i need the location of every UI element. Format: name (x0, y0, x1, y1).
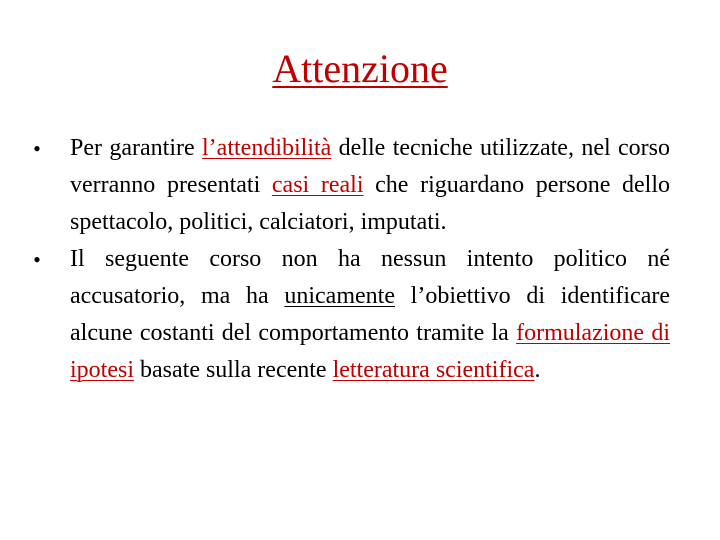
highlight-unicamente: unicamente (284, 283, 395, 309)
bullet-text-segment: che riguardano persone dello spettacolo, politici, calciatori, imputati. (70, 172, 670, 235)
bullet-item (28, 130, 670, 241)
bullet-text-segment: Per garantire (70, 135, 203, 161)
bullet-icon: • (33, 136, 41, 161)
slide-title: Attenzione (272, 46, 448, 91)
bullet-text-segment: Il seguente corso non ha nessun intento politico né accusatorio, ma ha (70, 246, 670, 309)
bullet-text-segment: basate sulla recente (134, 357, 333, 383)
bullet-text-segment: l’obiettivo di identificare alcune costanti del comportamento tramite la (70, 283, 671, 346)
highlight-formulazione-di-ipotesi: formulazione di ipotesi (70, 320, 670, 383)
bullet-icon: • (33, 247, 41, 272)
bullet-text-segment: . (534, 357, 541, 383)
highlight-casi-reali: casi reali (271, 172, 364, 198)
bullet-text-segment: delle tecniche utilizzate, nel corso verranno presentati (70, 135, 670, 198)
highlight-letteratura-scientifica: letteratura scientifica (332, 357, 535, 383)
bullet-item (28, 241, 670, 389)
bullet-list (28, 130, 670, 389)
highlight-attendibilita: l’attendibilità (202, 135, 332, 161)
